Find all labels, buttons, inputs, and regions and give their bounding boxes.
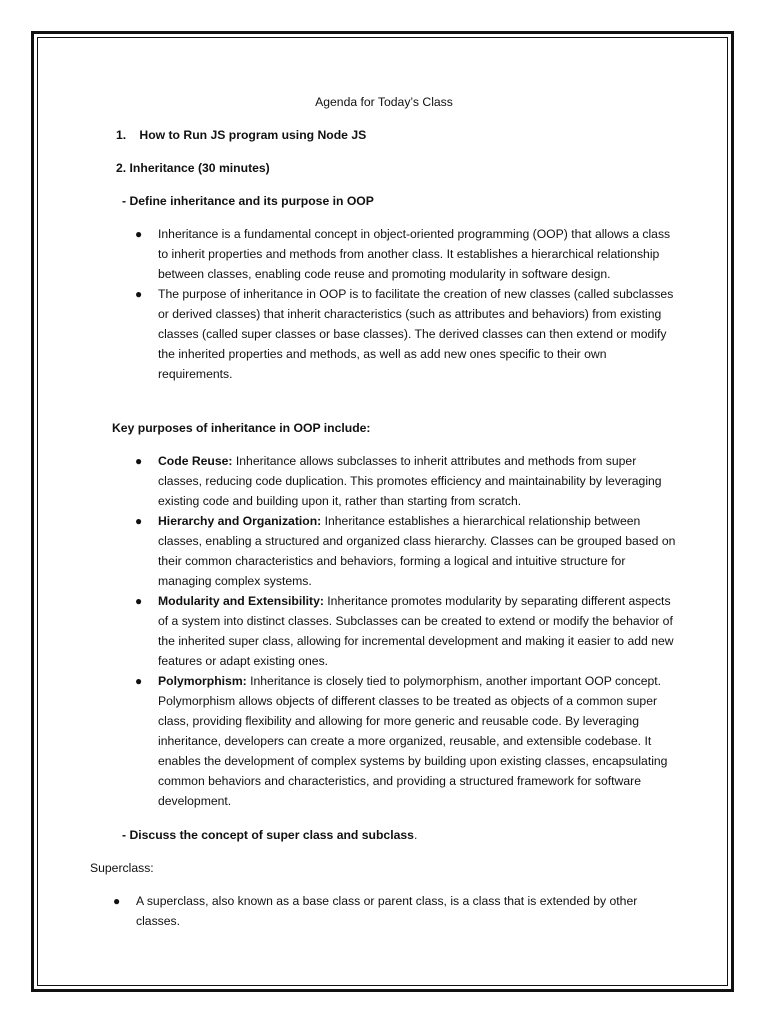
superclass-bullet-list: [113, 891, 676, 931]
bullet-icon: ●: [135, 287, 143, 301]
bullet-icon: ●: [135, 227, 143, 241]
bullet-label: Code Reuse:: [158, 454, 233, 468]
subtopic-super-class: [122, 825, 417, 845]
list-item: [135, 284, 678, 384]
bullet-icon: ●: [135, 514, 143, 528]
key-purposes-heading: Key purposes of inheritance in OOP include:: [112, 421, 371, 435]
bullet-text: Inheritance is a fundamental concept in object-oriented programming (OOP) that allows a class to inherit properties and methods from another class. It establishes a hierarchical relationship between classes, enabling code reuse and promoting modularity in software design.: [158, 227, 671, 281]
list-item: [135, 671, 678, 811]
bullet-icon: ●: [113, 894, 121, 908]
agenda-item-2: 2. Inheritance (30 minutes): [116, 161, 270, 175]
agenda-item-1-text: How to Run JS program using Node JS: [139, 128, 367, 142]
bullet-text: The purpose of inheritance in OOP is to facilitate the creation of new classes (called subclasses or derived classes) that inherit characteristics (such as attributes and behaviors) from existing classes (called super classes or base classes). The derived classes can then extend or modify the inherited properties and methods, as well as add new ones specific to their own requirements.: [158, 287, 674, 381]
bullet-text: A superclass, also known as a base class or parent class, is a class that is extended by other classes.: [136, 894, 638, 928]
list-item: [113, 891, 676, 931]
bullet-label: Hierarchy and Organization:: [158, 514, 322, 528]
key-purposes-list: [135, 451, 678, 811]
definition-bullet-list: [135, 224, 678, 384]
list-item: [135, 511, 678, 591]
bullet-icon: ●: [135, 454, 143, 468]
list-item: [135, 224, 678, 284]
agenda-item-1: [116, 125, 366, 145]
list-item: [135, 451, 678, 511]
bullet-text: Inheritance promotes modularity by separating different aspects of a system into distinct classes. Subclasses can be created to extend or modify the behavior of the inherited super class, allowing for incremental development and making it easier to add new features or adapt existing ones.: [158, 594, 674, 668]
subtopic-define-inheritance: - Define inheritance and its purpose in OOP: [122, 194, 374, 208]
bullet-text: Inheritance allows subclasses to inherit attributes and methods from super classes, reducing code duplication. This promotes efficiency and maintainability by leveraging existing code and building upon it, rather than starting from scratch.: [158, 454, 662, 508]
list-item: [135, 591, 678, 671]
subtopic-super-class-text: - Discuss the concept of super class and subclass: [122, 828, 414, 842]
page-title: Agenda for Today’s Class: [315, 95, 453, 109]
bullet-label: Modularity and Extensibility:: [158, 594, 324, 608]
superclass-heading: Superclass:: [90, 861, 154, 875]
bullet-icon: ●: [135, 674, 143, 688]
bullet-text: Inheritance establishes a hierarchical relationship between classes, enabling a structured and organized class hierarchy. Classes can be grouped based on their common characteristics and behaviors, forming a logical and intuitive structure for managing complex systems.: [158, 514, 676, 588]
agenda-item-1-number: 1.: [116, 128, 127, 142]
bullet-text: Inheritance is closely tied to polymorphism, another important OOP concept. Polymorphism allows objects of different classes to be treated as objects of a common super class, providing flexibility and allowing for more generic and reusable code. By leveraging inheritance, developers can create a more organized, reusable, and extensible codebase. It enables the development of complex systems by building upon existing classes, encapsulating common behaviors and characteristics, and providing a structured framework for software development.: [158, 674, 668, 808]
subtopic-super-class-period: .: [413, 828, 418, 842]
bullet-label: Polymorphism:: [158, 674, 247, 688]
bullet-icon: ●: [135, 594, 143, 608]
